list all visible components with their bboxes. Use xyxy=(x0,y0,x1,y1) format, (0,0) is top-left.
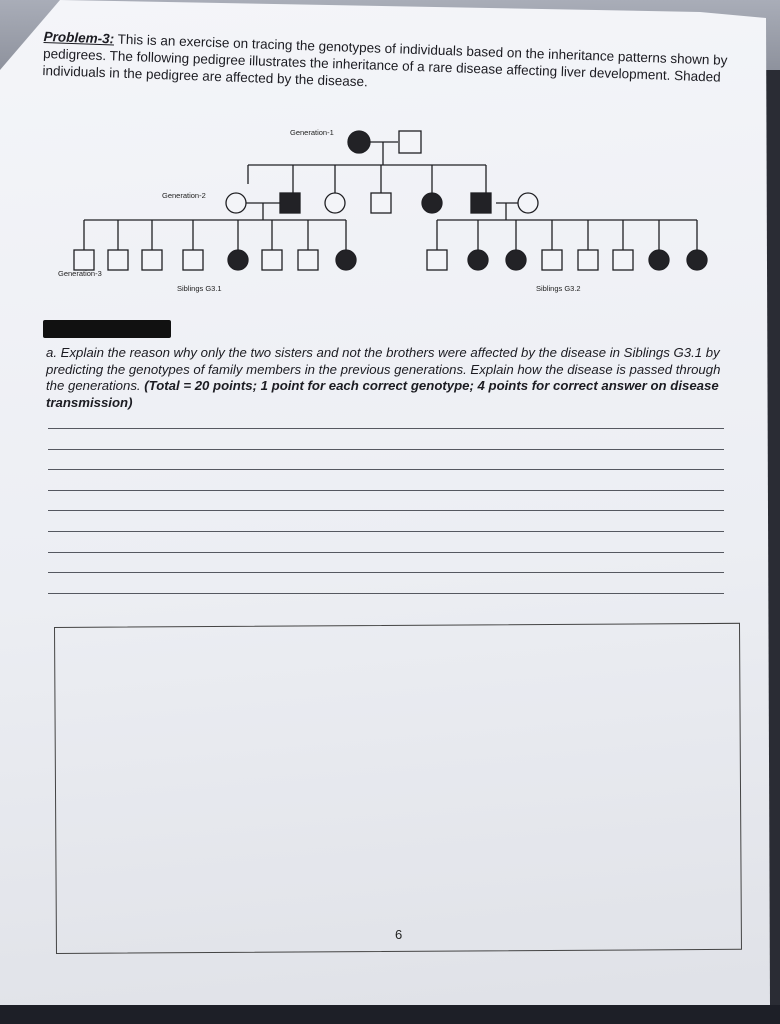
gen1-affected-female-1 xyxy=(348,131,370,153)
question-points: (Total = 20 points; 1 point for each correct genotype; 4 points for correct answer on disease transmission) xyxy=(46,378,719,410)
g31-affected-female-5 xyxy=(228,250,248,270)
gen1-unaffected-male-2 xyxy=(399,131,421,153)
redaction-bar xyxy=(43,320,171,338)
question-a xyxy=(46,345,728,411)
g31-unaffected-male-2 xyxy=(108,250,128,270)
problem-label: Problem-3: xyxy=(43,28,115,47)
answer-line[interactable] xyxy=(48,510,724,511)
label-generation-2: Generation-2 xyxy=(162,191,206,200)
g32-unaffected-male-1 xyxy=(427,250,447,270)
answer-line[interactable] xyxy=(48,593,724,594)
g32-affected-female-2 xyxy=(468,250,488,270)
gen2-unaffected-female-1 xyxy=(226,193,246,213)
gen2-affected-female-5 xyxy=(422,193,442,213)
answer-line[interactable] xyxy=(48,469,724,470)
gen2-affected-male-6 xyxy=(471,193,491,213)
g31-unaffected-male-1 xyxy=(74,250,94,270)
g32-unaffected-male-4 xyxy=(542,250,562,270)
g32-affected-female-3 xyxy=(506,250,526,270)
g31-unaffected-male-4 xyxy=(183,250,203,270)
answer-line[interactable] xyxy=(48,428,724,429)
label-siblings-g32: Siblings G3.2 xyxy=(536,284,581,293)
label-generation-1: Generation-1 xyxy=(290,128,334,137)
pedigree-symbols xyxy=(74,131,707,270)
page-number: 6 xyxy=(395,927,403,942)
gen2-unaffected-male-4 xyxy=(371,193,391,213)
answer-box[interactable] xyxy=(54,623,742,954)
gen2-unaffected-female-7 xyxy=(518,193,538,213)
g32-unaffected-male-6 xyxy=(613,250,633,270)
g32-unaffected-male-5 xyxy=(578,250,598,270)
g31-unaffected-male-6 xyxy=(262,250,282,270)
background-bottom xyxy=(0,1005,780,1024)
answer-lines[interactable] xyxy=(48,428,724,613)
problem-intro-text: This is an exercise on tracing the genotypes of individuals based on the inheritance patterns shown by pedigrees. The following pedigree illustrates the inheritance of a rare disease affecting liver development. Shaded individuals in the pedigree are affected by the disease. xyxy=(42,31,728,90)
g32-affected-female-7 xyxy=(649,250,669,270)
gen2-affected-male-2 xyxy=(280,193,300,213)
answer-line[interactable] xyxy=(48,572,724,573)
answer-line[interactable] xyxy=(48,531,724,532)
label-siblings-g31: Siblings G3.1 xyxy=(177,284,222,293)
answer-line[interactable] xyxy=(48,490,724,491)
g31-unaffected-male-7 xyxy=(298,250,318,270)
label-generation-3: Generation-3 xyxy=(58,269,102,278)
g32-affected-female-8 xyxy=(687,250,707,270)
gen2-unaffected-female-3 xyxy=(325,193,345,213)
question-text: a. Explain the reason why only the two sisters and not the brothers were affected by the disease in Siblings G3.1 by predicting the genotypes of family members in the previous generations. Explain how the disease is passed through the generations. xyxy=(46,345,721,393)
g31-affected-female-8 xyxy=(336,250,356,270)
answer-line[interactable] xyxy=(48,552,724,553)
answer-line[interactable] xyxy=(48,449,724,450)
pedigree-chart xyxy=(0,0,780,310)
g31-unaffected-male-3 xyxy=(142,250,162,270)
